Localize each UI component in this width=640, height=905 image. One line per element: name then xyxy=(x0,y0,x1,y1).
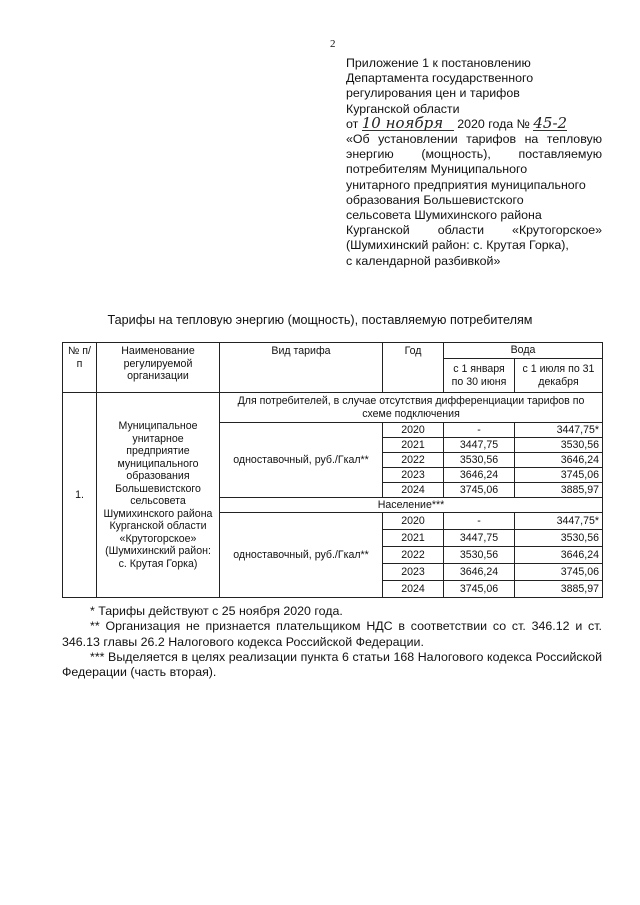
h1-value: 3745,06 xyxy=(444,581,515,598)
h1-value: 3447,75 xyxy=(444,438,515,453)
footnote: ** Организация не признается плательщиком НДС в соответствии со ст. 346.12 и ст. 346.13 главы 26.2 Налогового кодекса Российской Федерации. xyxy=(62,619,602,649)
h2-value: 3447,75* xyxy=(515,423,603,438)
footnotes xyxy=(62,604,602,680)
year-cell: 2023 xyxy=(383,468,444,483)
footnote: * Тарифы действуют с 25 ноября 2020 года. xyxy=(90,604,343,618)
h2-value: 3447,75* xyxy=(515,513,603,530)
group-label: Для потребителей, в случае отсутствия дифференциации тарифов по схеме подключения xyxy=(220,393,603,423)
appendix-header xyxy=(346,56,602,269)
tariff-type: одноставочный, руб./Гкал** xyxy=(220,423,383,498)
h1-value: 3646,24 xyxy=(444,468,515,483)
year-cell: 2024 xyxy=(383,483,444,498)
year-cell: 2022 xyxy=(383,547,444,564)
h2-value: 3530,56 xyxy=(515,530,603,547)
header-org: Наименование регулируемой организации xyxy=(97,343,220,393)
header-line: Курганской области xyxy=(346,101,460,116)
subject-line: сельсовета Шумихинского района xyxy=(346,208,542,223)
h2-value: 3745,06 xyxy=(515,468,603,483)
h1-value: - xyxy=(444,513,515,530)
subject-line: унитарного предприятия муниципального xyxy=(346,177,586,192)
year-cell: 2020 xyxy=(383,513,444,530)
subject-line: образования Большевистского xyxy=(346,192,524,207)
group-label: Население*** xyxy=(220,498,603,513)
h2-value: 3646,24 xyxy=(515,547,603,564)
tariff-type: одноставочный, руб./Гкал** xyxy=(220,513,383,598)
year-cell: 2022 xyxy=(383,453,444,468)
date-suffix: 2020 года № xyxy=(457,116,530,131)
subject-line: потребителям Муниципального xyxy=(346,162,528,177)
header-line: Департамента государственного xyxy=(346,71,534,86)
h1-value: 3745,06 xyxy=(444,483,515,498)
h1-value: 3646,24 xyxy=(444,564,515,581)
table-title: Тарифы на тепловую энергию (мощность), поставляемую потребителям xyxy=(107,313,533,327)
header-h1: с 1 января по 30 июня xyxy=(444,359,515,393)
header-line: регулирования цен и тарифов xyxy=(346,86,520,101)
footnote: *** Выделяется в целях реализации пункта 6 статьи 168 Налогового кодекса Российской Федерации (часть вторая). xyxy=(62,649,602,680)
handwritten-date: 10 ноября xyxy=(362,117,454,131)
header-num: № п/п xyxy=(63,343,97,393)
subject-line: с календарной разбивкой» xyxy=(346,253,501,268)
year-cell: 2023 xyxy=(383,564,444,581)
subject-line: Курганской области «Крутогорское» xyxy=(346,223,602,238)
year-cell: 2024 xyxy=(383,581,444,598)
header-line: Приложение 1 к постановлению xyxy=(346,56,531,70)
h1-value: 3447,75 xyxy=(444,530,515,547)
subject-line: энергию (мощность), поставляемую xyxy=(346,147,602,162)
h1-value: 3530,56 xyxy=(444,547,515,564)
year-cell: 2021 xyxy=(383,530,444,547)
header-type: Вид тарифа xyxy=(220,343,383,393)
h2-value: 3530,56 xyxy=(515,438,603,453)
organization-name: Муниципальное унитарное предприятие муниципального образования Большевистского сельсовета Шумихинского района Курганской области «Крутогорское» (Шумихинский район: с. Крутая Горка) xyxy=(97,393,220,598)
date-line xyxy=(346,113,602,132)
row-number: 1. xyxy=(63,393,97,598)
header-h2: с 1 июля по 31 декабря xyxy=(515,359,603,393)
year-cell: 2021 xyxy=(383,438,444,453)
header-water: Вода xyxy=(444,343,603,359)
subject-line: (Шумихинский район: с. Крутая Горка), xyxy=(346,238,569,253)
date-prefix: от xyxy=(346,116,359,131)
page-number: 2 xyxy=(330,38,336,50)
subject-line: «Об установлении тарифов на тепловую xyxy=(346,132,602,147)
header-year: Год xyxy=(383,343,444,393)
h2-value: 3646,24 xyxy=(515,453,603,468)
h2-value: 3885,97 xyxy=(515,483,603,498)
h2-value: 3885,97 xyxy=(515,581,603,598)
h1-value: - xyxy=(444,423,515,438)
handwritten-number: 45-2 xyxy=(533,113,568,132)
h1-value: 3530,56 xyxy=(444,453,515,468)
year-cell: 2020 xyxy=(383,423,444,438)
h2-value: 3745,06 xyxy=(515,564,603,581)
tariff-table xyxy=(62,342,603,598)
